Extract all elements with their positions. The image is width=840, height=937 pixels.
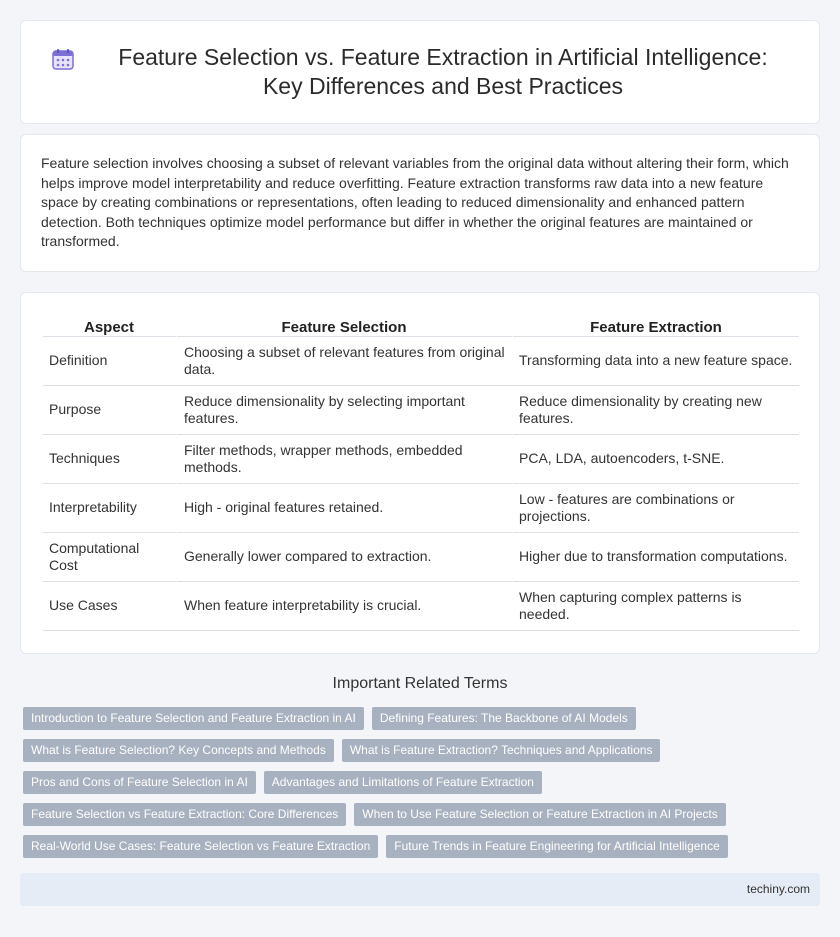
row-aspect: Interpretability bbox=[43, 484, 177, 533]
related-terms-list bbox=[23, 707, 823, 867]
related-term-link[interactable]: Feature Selection vs Feature Extraction: Core Differences bbox=[23, 803, 346, 826]
row-selection: Generally lower compared to extraction. bbox=[177, 533, 513, 582]
intro-card bbox=[20, 134, 820, 272]
footer-site-link[interactable]: techiny.com bbox=[746, 882, 810, 896]
row-aspect: Techniques bbox=[43, 435, 177, 484]
row-aspect: Purpose bbox=[43, 386, 177, 435]
row-extraction: When capturing complex patterns is needed. bbox=[513, 582, 799, 631]
table-row bbox=[43, 435, 799, 484]
row-selection: Filter methods, wrapper methods, embedded methods. bbox=[177, 435, 513, 484]
related-term-link[interactable]: What is Feature Selection? Key Concepts and Methods bbox=[23, 739, 334, 762]
related-term-link[interactable]: Pros and Cons of Feature Selection in AI bbox=[23, 771, 256, 794]
related-term-link[interactable]: Defining Features: The Backbone of AI Models bbox=[372, 707, 636, 730]
related-term-link[interactable]: Introduction to Feature Selection and Feature Extraction in AI bbox=[23, 707, 364, 730]
row-extraction: Transforming data into a new feature space. bbox=[513, 337, 799, 386]
table-row bbox=[43, 386, 799, 435]
row-extraction: Reduce dimensionality by creating new features. bbox=[513, 386, 799, 435]
tag-row bbox=[23, 739, 823, 762]
row-aspect: Computational Cost bbox=[43, 533, 177, 582]
related-term-link[interactable]: Future Trends in Feature Engineering for Artificial Intelligence bbox=[386, 835, 728, 858]
table-row bbox=[43, 484, 799, 533]
intro-paragraph: Feature selection involves choosing a subset of relevant variables from the original data without altering their form, which helps improve model interpretability and reduce overfitting. Feature extraction transforms raw data into a new feature space by creating combinations or representations, often leading to reduced dimensionality and enhanced pattern detection. Both techniques optimize model performance but differ in whether the original features are maintained or transformed. bbox=[41, 155, 789, 249]
header-feature-selection: Feature Selection bbox=[177, 315, 513, 337]
row-aspect: Definition bbox=[43, 337, 177, 386]
row-selection: When feature interpretability is crucial. bbox=[177, 582, 513, 631]
row-selection: Choosing a subset of relevant features from original data. bbox=[177, 337, 513, 386]
row-extraction: Low - features are combinations or projections. bbox=[513, 484, 799, 533]
related-term-link[interactable]: What is Feature Extraction? Techniques and Applications bbox=[342, 739, 661, 762]
tag-row bbox=[23, 771, 823, 794]
page-title: Feature Selection vs. Feature Extraction in Artificial Intelligence: Key Differences and Best Practices bbox=[118, 44, 768, 99]
row-selection: Reduce dimensionality by selecting important features. bbox=[177, 386, 513, 435]
calendar-grid-icon bbox=[51, 47, 75, 71]
related-term-link[interactable]: Advantages and Limitations of Feature Extraction bbox=[264, 771, 542, 794]
row-selection: High - original features retained. bbox=[177, 484, 513, 533]
tag-row bbox=[23, 707, 823, 730]
tag-row bbox=[23, 803, 823, 826]
related-term-link[interactable]: When to Use Feature Selection or Feature Extraction in AI Projects bbox=[354, 803, 726, 826]
table-row bbox=[43, 582, 799, 631]
table-row bbox=[43, 533, 799, 582]
row-extraction: PCA, LDA, autoencoders, t-SNE. bbox=[513, 435, 799, 484]
tag-row bbox=[23, 835, 823, 858]
comparison-table bbox=[43, 315, 799, 631]
header-aspect: Aspect bbox=[43, 315, 177, 337]
footer bbox=[20, 873, 820, 906]
header-card bbox=[20, 20, 820, 124]
related-term-link[interactable]: Real-World Use Cases: Feature Selection vs Feature Extraction bbox=[23, 835, 378, 858]
table-header-row bbox=[43, 315, 799, 337]
related-terms-title: Important Related Terms bbox=[332, 675, 508, 692]
row-extraction: Higher due to transformation computations. bbox=[513, 533, 799, 582]
header-feature-extraction: Feature Extraction bbox=[513, 315, 799, 337]
table-row bbox=[43, 337, 799, 386]
comparison-table-card bbox=[20, 292, 820, 654]
row-aspect: Use Cases bbox=[43, 582, 177, 631]
